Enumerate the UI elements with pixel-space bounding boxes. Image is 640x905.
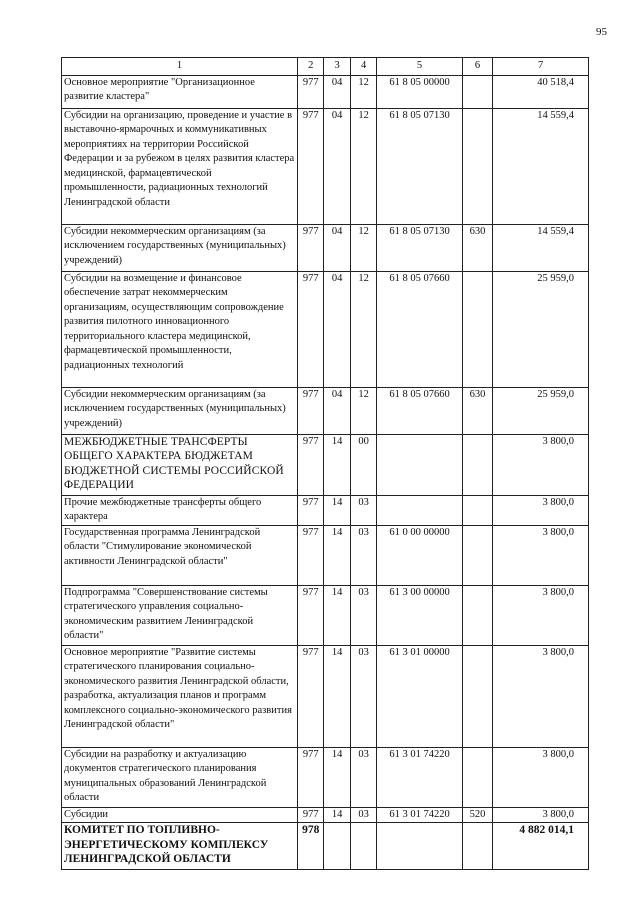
row-grbs: 977 — [298, 75, 324, 108]
row-amount: 14 559,4 — [493, 108, 589, 224]
row-subsection: 03 — [350, 645, 376, 747]
row-name: Основное мероприятие "Развитие системы стратегического планирования социально-экономического развития Ленинградской области, разработка, актуализация планов и программ комплексного социально-экономического развития Ленинградской области" — [62, 645, 298, 747]
row-target-code: 61 3 01 74220 — [377, 747, 462, 807]
row-section: 14 — [324, 525, 350, 585]
row-subsection: 03 — [350, 525, 376, 585]
header-cell: 2 — [298, 58, 324, 76]
row-grbs: 977 — [298, 108, 324, 224]
row-name: Прочие межбюджетные трансферты общего характера — [62, 495, 298, 525]
row-amount: 3 800,0 — [493, 434, 589, 495]
row-amount: 4 882 014,1 — [493, 823, 589, 870]
header-cell: 6 — [462, 58, 493, 76]
row-grbs: 977 — [298, 807, 324, 823]
table-row — [62, 224, 589, 271]
row-name: Субсидии — [62, 807, 298, 823]
row-name: Субсидии некоммерческим организациям (за исключением государственных (муниципальных) учреждений) — [62, 224, 298, 271]
row-section: 04 — [324, 387, 350, 434]
row-expense-type: 630 — [462, 387, 493, 434]
row-subsection: 03 — [350, 495, 376, 525]
row-expense-type — [462, 645, 493, 747]
table-row — [62, 807, 589, 823]
row-grbs: 977 — [298, 224, 324, 271]
row-subsection: 12 — [350, 224, 376, 271]
row-section: 04 — [324, 271, 350, 387]
row-amount: 40 518,4 — [493, 75, 589, 108]
table-row — [62, 823, 589, 870]
row-name: Субсидии на организацию, проведение и участие в выставочно-ярмарочных и коммуникативных мероприятиях на территории Российской Федерации и за рубежом в целях развития кластера медицинской, фармацевтической промышленности, радиационных технологий Ленинградской области — [62, 108, 298, 224]
row-target-code: 61 3 01 74220 — [377, 807, 462, 823]
row-expense-type — [462, 108, 493, 224]
row-section: 14 — [324, 645, 350, 747]
table-header-row — [62, 58, 589, 76]
header-cell: 7 — [493, 58, 589, 76]
row-section: 14 — [324, 585, 350, 645]
row-target-code: 61 8 05 00000 — [377, 75, 462, 108]
row-subsection: 00 — [350, 434, 376, 495]
row-subsection — [350, 823, 376, 870]
row-amount: 3 800,0 — [493, 807, 589, 823]
header-cell: 1 — [62, 58, 298, 76]
header-cell: 3 — [324, 58, 350, 76]
table-row — [62, 75, 589, 108]
row-subsection: 03 — [350, 747, 376, 807]
table-row — [62, 525, 589, 585]
row-expense-type — [462, 271, 493, 387]
table-row — [62, 645, 589, 747]
row-expense-type — [462, 823, 493, 870]
row-amount: 3 800,0 — [493, 525, 589, 585]
table-row — [62, 747, 589, 807]
table-row — [62, 585, 589, 645]
table-row — [62, 495, 589, 525]
row-expense-type — [462, 434, 493, 495]
header-cell: 4 — [350, 58, 376, 76]
row-grbs: 977 — [298, 387, 324, 434]
row-section: 14 — [324, 434, 350, 495]
row-subsection: 03 — [350, 807, 376, 823]
row-target-code — [377, 434, 462, 495]
table-row — [62, 387, 589, 434]
table-row — [62, 271, 589, 387]
row-target-code — [377, 823, 462, 870]
table-row — [62, 108, 589, 224]
row-target-code: 61 3 00 00000 — [377, 585, 462, 645]
row-grbs: 977 — [298, 645, 324, 747]
row-name: Субсидии на разработку и актуализацию документов стратегического планирования муниципальных образований Ленинградской области — [62, 747, 298, 807]
row-expense-type — [462, 495, 493, 525]
row-name: МЕЖБЮДЖЕТНЫЕ ТРАНСФЕРТЫ ОБЩЕГО ХАРАКТЕРА БЮДЖЕТАМ БЮДЖЕТНОЙ СИСТЕМЫ РОССИЙСКОЙ ФЕДЕРАЦИИ — [62, 434, 298, 495]
row-name: Государственная программа Ленинградской области "Стимулирование экономической активности Ленинградской области" — [62, 525, 298, 585]
row-target-code: 61 8 05 07660 — [377, 271, 462, 387]
row-amount: 3 800,0 — [493, 495, 589, 525]
row-expense-type — [462, 75, 493, 108]
row-expense-type: 630 — [462, 224, 493, 271]
row-name: Подпрограмма "Совершенствование системы стратегического управления социально-экономическим развитием Ленинградской области" — [62, 585, 298, 645]
row-target-code — [377, 495, 462, 525]
row-section: 14 — [324, 747, 350, 807]
row-section: 14 — [324, 807, 350, 823]
row-expense-type — [462, 525, 493, 585]
row-amount: 3 800,0 — [493, 585, 589, 645]
row-name: Субсидии на возмещение и финансовое обеспечение затрат некоммерческим организациям, осуществляющим сопровождение развития пилотного инновационного территориального кластера медицинской, фармацевтической промышленности, радиационных технологий — [62, 271, 298, 387]
row-section: 04 — [324, 108, 350, 224]
row-subsection: 12 — [350, 108, 376, 224]
row-expense-type: 520 — [462, 807, 493, 823]
row-expense-type — [462, 747, 493, 807]
row-name: Субсидии некоммерческим организациям (за исключением государственных (муниципальных) учреждений) — [62, 387, 298, 434]
row-grbs: 977 — [298, 525, 324, 585]
row-section: 04 — [324, 224, 350, 271]
row-target-code: 61 8 05 07130 — [377, 224, 462, 271]
row-amount: 3 800,0 — [493, 747, 589, 807]
row-amount: 3 800,0 — [493, 645, 589, 747]
row-grbs: 977 — [298, 434, 324, 495]
row-subsection: 12 — [350, 271, 376, 387]
row-grbs: 977 — [298, 585, 324, 645]
header-cell: 5 — [377, 58, 462, 76]
row-subsection: 03 — [350, 585, 376, 645]
row-expense-type — [462, 585, 493, 645]
row-target-code: 61 3 01 00000 — [377, 645, 462, 747]
row-amount: 14 559,4 — [493, 224, 589, 271]
budget-table — [61, 57, 589, 870]
row-target-code: 61 0 00 00000 — [377, 525, 462, 585]
row-grbs: 977 — [298, 271, 324, 387]
row-amount: 25 959,0 — [493, 387, 589, 434]
row-subsection: 12 — [350, 387, 376, 434]
row-grbs: 977 — [298, 495, 324, 525]
row-grbs: 977 — [298, 747, 324, 807]
row-grbs: 978 — [298, 823, 324, 870]
row-section: 04 — [324, 75, 350, 108]
row-name: Основное мероприятие "Организационное развитие кластера" — [62, 75, 298, 108]
table-row — [62, 434, 589, 495]
page-number: 95 — [596, 26, 607, 38]
row-target-code: 61 8 05 07660 — [377, 387, 462, 434]
row-name: КОМИТЕТ ПО ТОПЛИВНО-ЭНЕРГЕТИЧЕСКОМУ КОМПЛЕКСУ ЛЕНИНГРАДСКОЙ ОБЛАСТИ — [62, 823, 298, 870]
row-subsection: 12 — [350, 75, 376, 108]
row-section — [324, 823, 350, 870]
row-amount: 25 959,0 — [493, 271, 589, 387]
row-section: 14 — [324, 495, 350, 525]
row-target-code: 61 8 05 07130 — [377, 108, 462, 224]
